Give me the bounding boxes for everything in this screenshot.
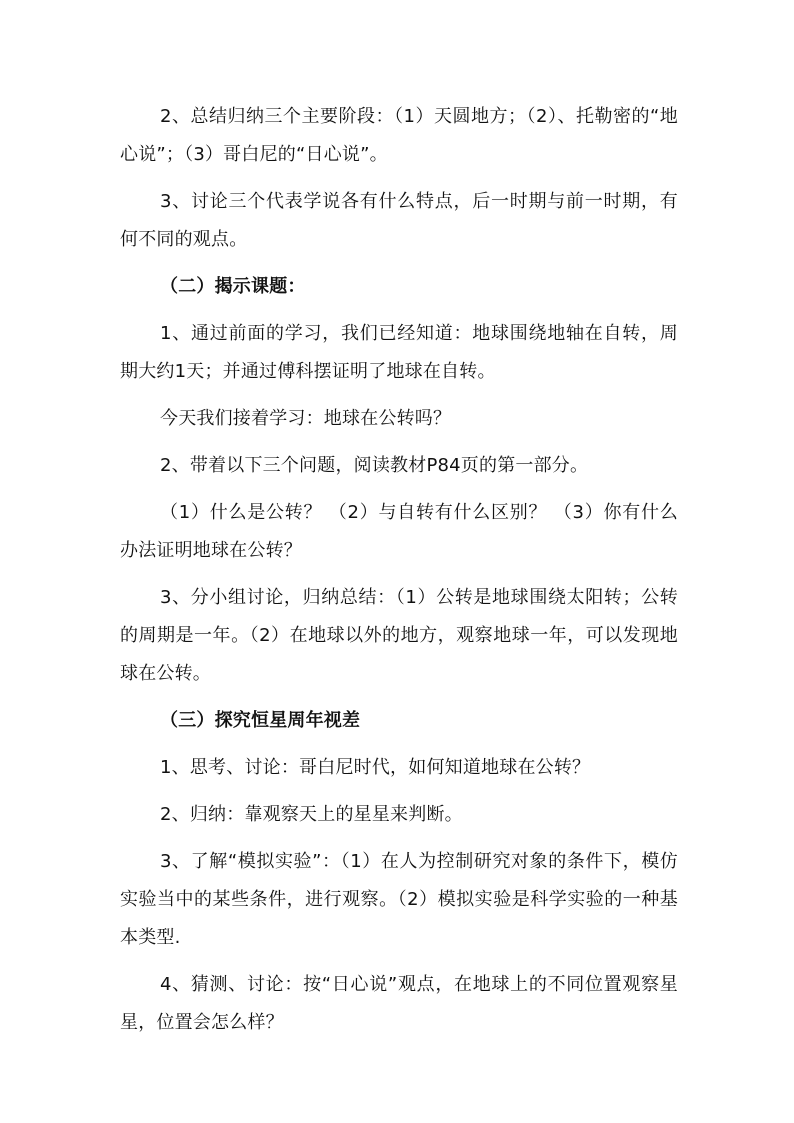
paragraph-copernicus-question: 1、思考、讨论：哥白尼时代，如何知道地球在公转？ xyxy=(160,757,591,778)
paragraph-three-questions: （1）什么是公转？ （2）与自转有什么区别？ （3）你有什么办法证明地球在公转？ xyxy=(120,502,678,561)
paragraph-rotation-review: 1、通过前面的学习，我们已经知道：地球围绕地轴在自转，周期大约1天；并通过傅科摆证明了地球在自转。 xyxy=(120,323,678,382)
paragraph-guess-discuss: 4、猜测、讨论：按“日心说”观点，在地球上的不同位置观察星星，位置会怎么样？ xyxy=(120,974,678,1033)
paragraph-simulation-experiment: 3、了解“模拟实验”：（1）在人为控制研究对象的条件下，模仿实验当中的某些条件，进行观察。（2）模拟实验是科学实验的一种基本类型. xyxy=(120,851,678,948)
paragraph-reading-task: 2、带着以下三个问题，阅读教材P84页的第一部分。 xyxy=(160,455,589,476)
section-heading-stellar-parallax: （三）探究恒星周年视差 xyxy=(160,710,361,731)
section-heading-reveal-topic: （二）揭示课题： xyxy=(160,276,306,297)
paragraph-discuss-theories: 3、讨论三个代表学说各有什么特点，后一时期与前一时期，有何不同的观点。 xyxy=(120,191,678,250)
paragraph-three-stages: 2、总结归纳三个主要阶段：（1）天圆地方；（2）、托勒密的“地心说”；（3）哥白尼的“日心说”。 xyxy=(120,106,678,165)
paragraph-observe-stars: 2、归纳：靠观察天上的星星来判断。 xyxy=(160,804,463,825)
document-body xyxy=(120,98,678,1051)
paragraph-group-summary: 3、分小组讨论，归纳总结：（1）公转是地球围绕太阳转；公转的周期是一年。（2）在地球以外的地方，观察地球一年，可以发现地球在公转。 xyxy=(120,587,678,684)
paragraph-today-topic: 今天我们接着学习：地球在公转吗？ xyxy=(160,408,452,429)
